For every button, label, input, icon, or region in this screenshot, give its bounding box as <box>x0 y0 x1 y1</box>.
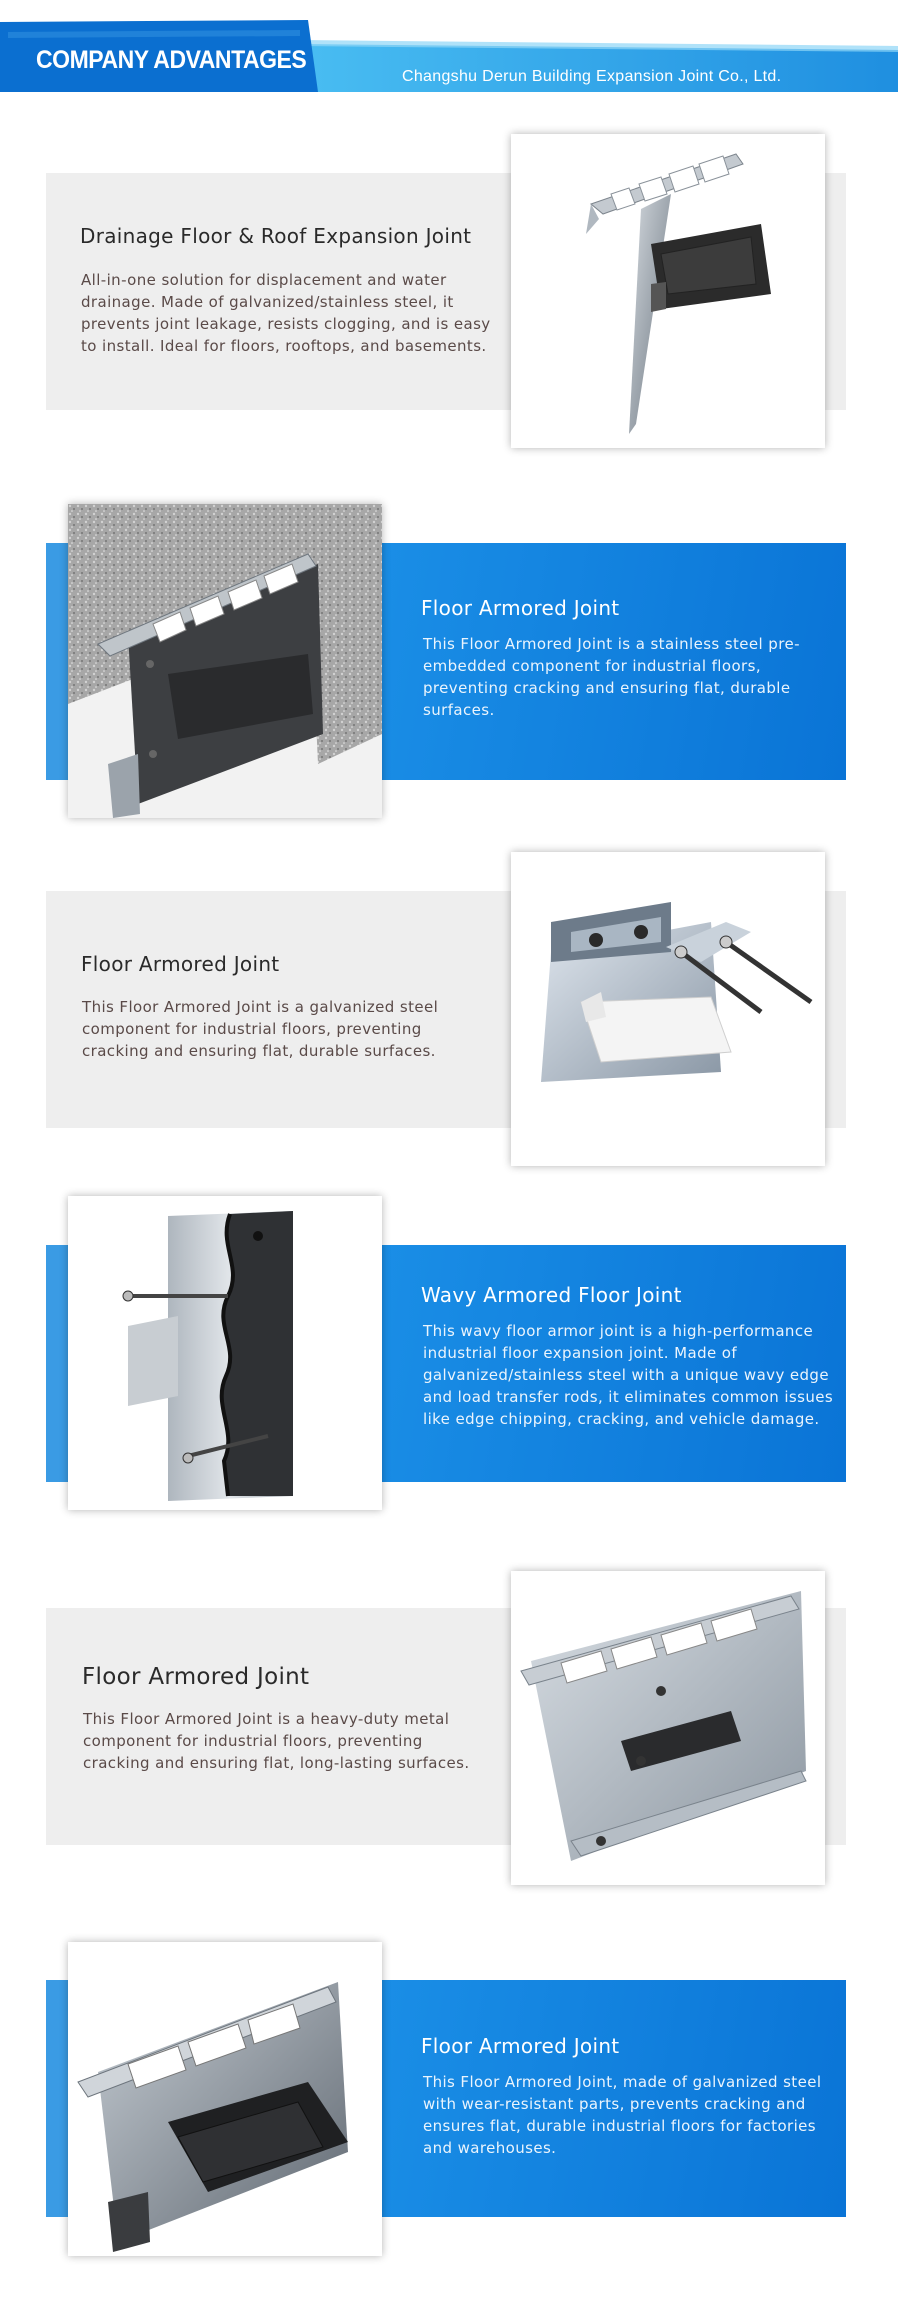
product-title: Wavy Armored Floor Joint <box>421 1283 682 1307</box>
product-section-6 <box>0 1938 898 2278</box>
product-description: This Floor Armored Joint is a stainless steel pre-embedded component for industrial floors, preventing cracking and ensuring flat, durable surfaces. <box>423 635 800 719</box>
wavy-armored-joint-photo <box>68 1196 382 1510</box>
product-description: This Floor Armored Joint, made of galvanized steel with wear-resistant parts, prevents cracking and ensures flat, durable industrial floors for factories and warehouses. <box>423 2073 822 2157</box>
company-name: Changshu Derun Building Expansion Joint Co., Ltd. <box>402 68 782 85</box>
product-description: This Floor Armored Joint is a galvanized steel component for industrial floors, preventing cracking and ensuring flat, durable surfaces. <box>82 998 439 1060</box>
wear-resistant-armored-joint-photo <box>68 1942 382 2256</box>
product-description: This Floor Armored Joint is a heavy-duty metal component for industrial floors, preventing cracking and ensuring flat, long-lasting surfaces. <box>83 1710 470 1772</box>
accent-strip <box>46 1245 68 1482</box>
accent-strip <box>46 543 68 780</box>
product-section-3 <box>0 848 898 1178</box>
product-description: All-in-one solution for displacement and water drainage. Made of galvanized/stainless steel, it prevents joint leakage, resists clogging, and is easy to install. Ideal for floors, rooftops, and basements. <box>81 271 491 355</box>
embedded-armored-joint-photo <box>68 504 382 818</box>
header-banner <box>0 0 898 100</box>
product-section-4 <box>0 1190 898 1520</box>
product-section-1 <box>0 130 898 460</box>
product-title: Floor Armored Joint <box>82 1664 310 1690</box>
product-section-5 <box>0 1565 898 1895</box>
product-section-2 <box>0 500 898 830</box>
accent-strip <box>46 1980 68 2217</box>
drainage-expansion-joint-photo <box>511 134 825 448</box>
product-title: Floor Armored Joint <box>81 952 280 976</box>
product-description: This wavy floor armor joint is a high-performance industrial floor expansion joint. Made of galvanized/stainless steel with a unique wavy edge and load transfer rods, it eliminates common issues like edge chipping, cracking, and vehicle damage. <box>423 1322 834 1428</box>
product-title: Floor Armored Joint <box>421 2034 620 2058</box>
page-title: COMPANY ADVANTAGES <box>36 46 307 74</box>
product-title: Floor Armored Joint <box>421 596 620 620</box>
galvanized-armored-joint-photo <box>511 852 825 1166</box>
heavy-duty-armored-joint-photo <box>511 1571 825 1885</box>
product-title: Drainage Floor & Roof Expansion Joint <box>80 224 472 248</box>
